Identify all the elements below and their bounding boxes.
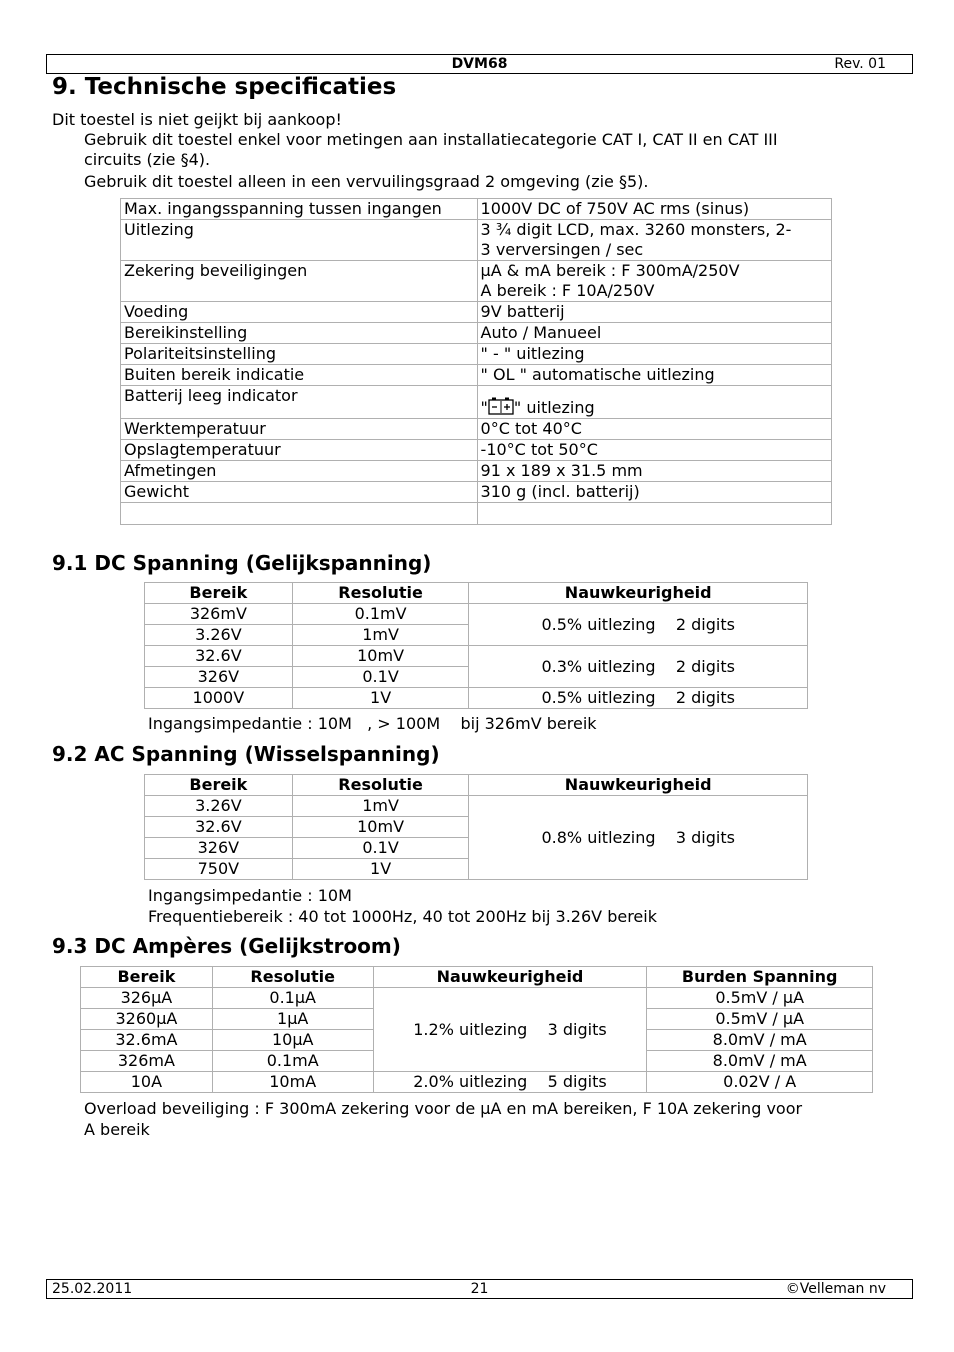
section-heading-dc-voltage: 9.1 DC Spanning (Gelijkspanning) (52, 551, 432, 575)
range-cell: 32.6V (145, 646, 293, 667)
spec-table (120, 198, 832, 525)
ac-voltage-note-1: Ingangsimpedantie : 10M (148, 886, 352, 905)
burden-cell: 0.5mV / µA (647, 988, 873, 1009)
dc-current-table (80, 966, 873, 1093)
table-row (81, 1072, 873, 1093)
range-cell: 326V (145, 838, 293, 859)
page-footer (46, 1279, 913, 1299)
column-header: Resolutie (292, 775, 469, 796)
intro-line-3: Gebruik dit toestel alleen in een vervuilingsgraad 2 omgeving (zie §5). (84, 172, 649, 191)
column-header: Nauwkeurigheid (469, 775, 808, 796)
page-number: 21 (470, 1281, 489, 1297)
spec-label: Voeding (121, 302, 478, 323)
range-cell: 32.6V (145, 817, 293, 838)
spec-label: Polariteitsinstelling (121, 344, 478, 365)
table-row (121, 461, 832, 482)
spec-value: Auto / Manueel (477, 323, 831, 344)
spec-label: Gewicht (121, 482, 478, 503)
table-row (121, 323, 832, 344)
spec-value: 310 g (incl. batterij) (477, 482, 831, 503)
spec-label: Bereikinstelling (121, 323, 478, 344)
resolution-cell: 10µA (212, 1030, 373, 1051)
dc-current-note-1: Overload beveiliging : F 300mA zekering voor de µA en mA bereiken, F 10A zekering voor (84, 1099, 803, 1118)
range-cell: 326mV (145, 604, 293, 625)
table-row (121, 220, 832, 261)
ac-voltage-table (144, 774, 808, 880)
spec-value (477, 386, 831, 419)
table-header-row (145, 583, 808, 604)
ac-voltage-note-2: Frequentiebereik : 40 tot 1000Hz, 40 tot 200Hz bij 3.26V bereik (148, 907, 657, 926)
table-row-empty (121, 503, 832, 525)
table-row (121, 302, 832, 323)
spec-value-line: A bereik : F 10A/250V (480, 281, 655, 300)
section-heading-dc-current: 9.3 DC Ampères (Gelijkstroom) (52, 934, 401, 958)
resolution-cell: 1mV (292, 625, 469, 646)
dc-voltage-note: Ingangsimpedantie : 10M , > 100M bij 326mV bereik (148, 714, 597, 733)
table-row (121, 440, 832, 461)
table-header-row (81, 967, 873, 988)
table-row (121, 482, 832, 503)
column-header: Bereik (145, 583, 293, 604)
spec-value: " - " uitlezing (477, 344, 831, 365)
table-row (121, 365, 832, 386)
spec-value: -10°C tot 50°C (477, 440, 831, 461)
header-revision: Rev. 01 (834, 56, 886, 72)
intro-line-2b: circuits (zie §4). (84, 150, 211, 169)
column-header: Resolutie (212, 967, 373, 988)
spec-value (477, 261, 831, 302)
spec-value-text: " uitlezing (513, 398, 595, 417)
range-cell: 3.26V (145, 796, 293, 817)
quote-mark: " (480, 398, 488, 417)
resolution-cell: 1V (292, 688, 469, 709)
column-header: Bereik (81, 967, 213, 988)
column-header: Resolutie (292, 583, 469, 604)
battery-icon (488, 397, 514, 415)
footer-copyright: ©Velleman nv (785, 1281, 886, 1297)
column-header: Burden Spanning (647, 967, 873, 988)
accuracy-cell: 0.5% uitlezing 2 digits (469, 688, 808, 709)
burden-cell: 0.5mV / µA (647, 1009, 873, 1030)
empty-cell (121, 503, 478, 525)
spec-value: 1000V DC of 750V AC rms (sinus) (477, 199, 831, 220)
spec-label: Zekering beveiligingen (121, 261, 478, 302)
range-cell: 32.6mA (81, 1030, 213, 1051)
column-header: Nauwkeurigheid (469, 583, 808, 604)
spec-label: Uitlezing (121, 220, 478, 261)
range-cell: 326µA (81, 988, 213, 1009)
burden-cell: 8.0mV / mA (647, 1030, 873, 1051)
accuracy-cell: 2.0% uitlezing 5 digits (373, 1072, 647, 1093)
spec-label: Opslagtemperatuur (121, 440, 478, 461)
column-header: Nauwkeurigheid (373, 967, 647, 988)
table-header-row (145, 775, 808, 796)
accuracy-cell: 0.5% uitlezing 2 digits (469, 604, 808, 646)
range-cell: 10A (81, 1072, 213, 1093)
spec-label: Buiten bereik indicatie (121, 365, 478, 386)
range-cell: 750V (145, 859, 293, 880)
resolution-cell: 1mV (292, 796, 469, 817)
header-model: DVM68 (451, 56, 508, 72)
resolution-cell: 0.1V (292, 667, 469, 688)
spec-label: Batterij leeg indicator (121, 386, 478, 419)
range-cell: 326mA (81, 1051, 213, 1072)
intro-line-1: Dit toestel is niet geijkt bij aankoop! (52, 110, 342, 129)
table-row (121, 261, 832, 302)
accuracy-cell: 0.3% uitlezing 2 digits (469, 646, 808, 688)
intro-line-2a: Gebruik dit toestel enkel voor metingen aan installatiecategorie CAT I, CAT II en CAT III (84, 130, 778, 149)
spec-label: Max. ingangsspanning tussen ingangen (121, 199, 478, 220)
table-row (145, 604, 808, 625)
accuracy-cell: 0.8% uitlezing 3 digits (469, 796, 808, 880)
resolution-cell: 0.1mA (212, 1051, 373, 1072)
resolution-cell: 10mA (212, 1072, 373, 1093)
resolution-cell: 0.1V (292, 838, 469, 859)
spec-value: 9V batterij (477, 302, 831, 323)
resolution-cell: 1µA (212, 1009, 373, 1030)
spec-value: 91 x 189 x 31.5 mm (477, 461, 831, 482)
page-title: 9. Technische specificaties (52, 74, 397, 100)
table-row (145, 796, 808, 817)
resolution-cell: 10mV (292, 817, 469, 838)
burden-cell: 8.0mV / mA (647, 1051, 873, 1072)
section-heading-ac-voltage: 9.2 AC Spanning (Wisselspanning) (52, 742, 440, 766)
spec-value-line: µA & mA bereik : F 300mA/250V (480, 261, 740, 280)
spec-value (477, 220, 831, 261)
table-row (121, 199, 832, 220)
burden-cell: 0.02V / A (647, 1072, 873, 1093)
resolution-cell: 0.1mV (292, 604, 469, 625)
resolution-cell: 0.1µA (212, 988, 373, 1009)
table-row (145, 646, 808, 667)
table-row (81, 988, 873, 1009)
table-row (145, 688, 808, 709)
empty-cell (477, 503, 831, 525)
spec-value: 0°C tot 40°C (477, 419, 831, 440)
spec-label: Afmetingen (121, 461, 478, 482)
table-row (121, 344, 832, 365)
range-cell: 1000V (145, 688, 293, 709)
dc-voltage-table (144, 582, 808, 709)
spec-value-line: 3 ¾ digit LCD, max. 3260 monsters, 2- (480, 220, 792, 239)
dc-current-note-2: A bereik (84, 1120, 150, 1139)
range-cell: 326V (145, 667, 293, 688)
spec-value: " OL " automatische uitlezing (477, 365, 831, 386)
spec-label: Werktemperatuur (121, 419, 478, 440)
resolution-cell: 10mV (292, 646, 469, 667)
footer-date: 25.02.2011 (52, 1281, 133, 1297)
range-cell: 3.26V (145, 625, 293, 646)
page-header (46, 54, 913, 74)
column-header: Bereik (145, 775, 293, 796)
resolution-cell: 1V (292, 859, 469, 880)
spec-value-line: 3 verversingen / sec (480, 240, 644, 259)
accuracy-cell: 1.2% uitlezing 3 digits (373, 988, 647, 1072)
table-row (121, 419, 832, 440)
range-cell: 3260µA (81, 1009, 213, 1030)
table-row (121, 386, 832, 419)
